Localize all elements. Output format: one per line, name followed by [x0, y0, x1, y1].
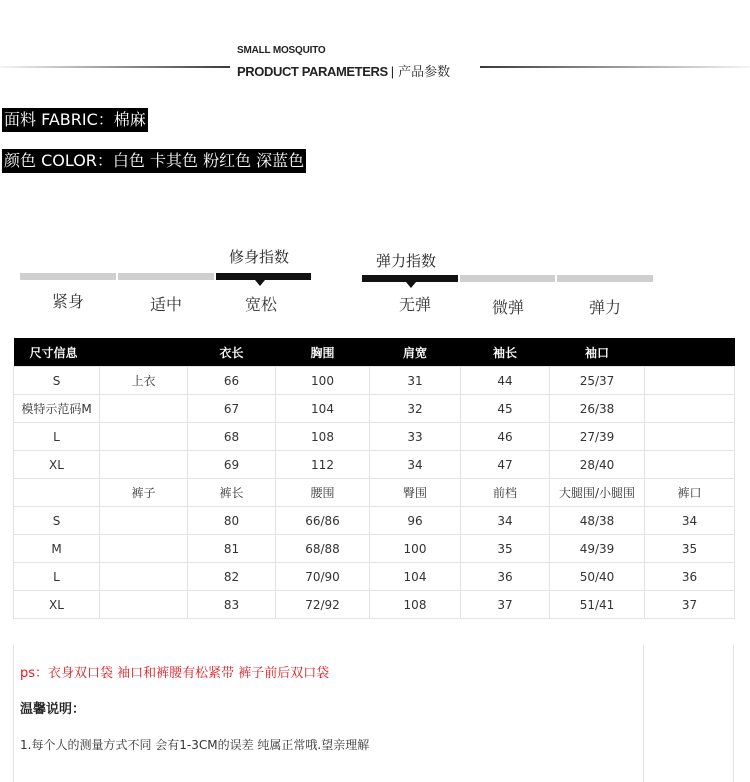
table-cell: 34: [461, 507, 550, 535]
table-cell: XL: [14, 451, 100, 479]
table-cell: 66: [188, 367, 276, 395]
table-cell: [645, 451, 735, 479]
table-cell: 37: [461, 591, 550, 619]
fit-option-loose: 宽松: [244, 295, 277, 314]
table-cell: M: [14, 535, 100, 563]
table-cell: 112: [276, 451, 370, 479]
table-cell: 31: [370, 367, 461, 395]
table-cell: 35: [645, 535, 735, 563]
table-cell: 100: [276, 367, 370, 395]
fit-scale-title: 修身指数: [229, 248, 290, 266]
table-cell: 34: [645, 507, 735, 535]
table-cell: 32: [370, 395, 461, 423]
table-cell: XL: [14, 591, 100, 619]
section-title-en: PRODUCT PARAMETERS: [237, 64, 388, 79]
notes-border-mid: [643, 645, 644, 782]
table-cell: S: [14, 507, 100, 535]
header-cell: 胸围: [276, 338, 370, 367]
fit-scale-marker: [255, 280, 265, 286]
table-cell: 82: [188, 563, 276, 591]
header-cell: 肩宽: [370, 338, 461, 367]
table-cell: 裤长: [188, 479, 276, 507]
header-cell: 袖长: [461, 338, 550, 367]
table-cell: 35: [461, 535, 550, 563]
table-cell: 27/39: [550, 423, 645, 451]
table-row: [14, 535, 735, 563]
stretch-scale-segment-3: [557, 275, 653, 282]
table-cell: [645, 395, 735, 423]
table-cell: 34: [370, 451, 461, 479]
table-cell: 51/41: [550, 591, 645, 619]
table-cell: [100, 563, 188, 591]
table-cell: 72/92: [276, 591, 370, 619]
table-row: [14, 395, 735, 423]
title-separator: |: [390, 64, 395, 79]
table-cell: 大腿围/小腿围: [550, 479, 645, 507]
table-cell: 108: [370, 591, 461, 619]
header-cell: 衣长: [188, 338, 276, 367]
table-cell: 68: [188, 423, 276, 451]
header-cell: 尺寸信息: [14, 338, 100, 367]
notes-border-right: [733, 645, 734, 782]
header-cell: [100, 338, 188, 367]
table-cell: 28/40: [550, 451, 645, 479]
table-cell: 68/88: [276, 535, 370, 563]
table-cell: 裤口: [645, 479, 735, 507]
table-cell: 45: [461, 395, 550, 423]
table-row: [14, 591, 735, 619]
table-row: [14, 563, 735, 591]
table-cell: 37: [645, 591, 735, 619]
table-cell: S: [14, 367, 100, 395]
table-cell: [100, 507, 188, 535]
table-row: [14, 451, 735, 479]
table-cell: 26/38: [550, 395, 645, 423]
table-cell: 前档: [461, 479, 550, 507]
table-cell: [100, 591, 188, 619]
table-cell: 36: [645, 563, 735, 591]
tips-title: 温馨说明：: [20, 702, 86, 717]
table-cell: [645, 423, 735, 451]
table-header-row: [14, 338, 735, 367]
table-cell: L: [14, 563, 100, 591]
fit-scale-segment-3-selected: [216, 273, 311, 280]
color-label: 颜色 COLOR：白色 卡其色 粉红色 深蓝色: [2, 149, 306, 173]
table-cell: 104: [276, 395, 370, 423]
section-title-cn: 产品参数: [398, 65, 451, 80]
table-cell: 48/38: [550, 507, 645, 535]
table-cell: 50/40: [550, 563, 645, 591]
table-cell: [100, 451, 188, 479]
table-cell: 100: [370, 535, 461, 563]
table-cell: 上衣: [100, 367, 188, 395]
stretch-scale-marker: [406, 282, 416, 288]
header-cell: 袖口: [550, 338, 645, 367]
table-cell: 69: [188, 451, 276, 479]
table-cell: 67: [188, 395, 276, 423]
table-cell: 25/37: [550, 367, 645, 395]
table-cell: 模特示范码M: [14, 395, 100, 423]
fit-scale-segment-1: [20, 273, 116, 280]
tip-item: 1.每个人的测量方式不同 会有1-3CM的误差 纯属正常哦.望亲理解: [20, 738, 370, 752]
table-cell: 66/86: [276, 507, 370, 535]
fit-option-regular: 适中: [149, 295, 182, 314]
table-cell: 96: [370, 507, 461, 535]
size-table-container: [13, 338, 735, 619]
notes-border-left: [13, 645, 14, 782]
ps-note: ps：衣身双口袋 袖口和裤腰有松紧带 裤子前后双口袋: [20, 666, 330, 681]
table-cell: 81: [188, 535, 276, 563]
fabric-label: 面料 FABRIC：棉麻: [2, 108, 148, 132]
stretch-option-slight: 微弹: [491, 298, 524, 317]
table-cell: 臀围: [370, 479, 461, 507]
table-cell: 83: [188, 591, 276, 619]
stretch-scale-segment-1-selected: [362, 275, 458, 282]
table-cell: 33: [370, 423, 461, 451]
table-row: [14, 367, 735, 395]
table-cell: [100, 535, 188, 563]
header-divider-right: [480, 66, 750, 68]
table-cell: 108: [276, 423, 370, 451]
table-cell: 46: [461, 423, 550, 451]
stretch-scale-title: 弹力指数: [376, 252, 437, 270]
table-cell: 47: [461, 451, 550, 479]
table-row: [14, 507, 735, 535]
table-cell: L: [14, 423, 100, 451]
stretch-scale-segment-2: [460, 275, 555, 282]
table-cell: 70/90: [276, 563, 370, 591]
section-title: [237, 61, 450, 80]
table-cell: 36: [461, 563, 550, 591]
table-row: [14, 423, 735, 451]
table-row: [14, 479, 735, 507]
table-cell: [100, 395, 188, 423]
stretch-option-high: 弹力: [588, 298, 621, 317]
brand-name: SMALL MOSQUITO: [237, 45, 326, 56]
table-cell: [100, 423, 188, 451]
size-table: [13, 338, 735, 619]
table-cell: 腰围: [276, 479, 370, 507]
header-divider-left: [0, 66, 230, 68]
fit-option-tight: 紧身: [51, 292, 84, 311]
table-cell: [14, 479, 100, 507]
table-cell: 104: [370, 563, 461, 591]
table-cell: 49/39: [550, 535, 645, 563]
fit-scale-segment-2: [118, 273, 214, 280]
header-cell: [645, 338, 735, 367]
table-cell: [645, 367, 735, 395]
table-cell: 44: [461, 367, 550, 395]
table-cell: 裤子: [100, 479, 188, 507]
table-cell: 80: [188, 507, 276, 535]
stretch-option-none: 无弹: [398, 295, 431, 314]
